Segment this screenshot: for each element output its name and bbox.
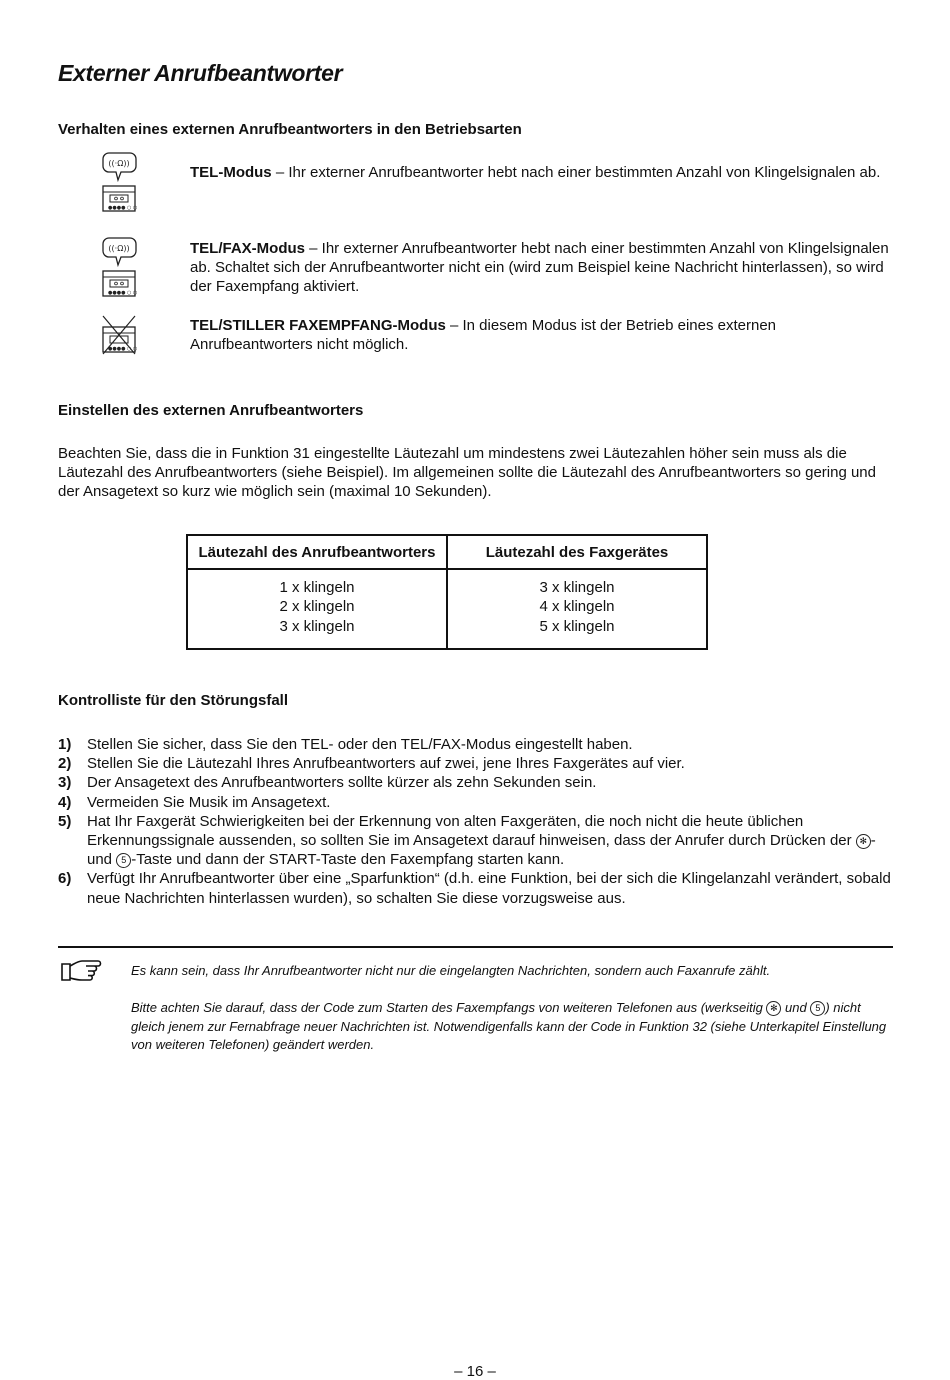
mode-tel-fax-name: TEL/FAX-Modus — [190, 240, 305, 257]
svg-text:((·Ω)): ((·Ω)) — [108, 244, 130, 253]
list-item — [58, 773, 898, 792]
mode-tel — [190, 163, 895, 182]
ring-count-table — [186, 534, 708, 650]
svg-text:●●●● ○ ○: ●●●● ○ ○ — [108, 290, 138, 296]
note-text: ) nicht gleich jenem zur Fernabfrage neuer Nachrichten ist. Notwendigenfalls kann der Code in Funktion 32 (siehe Unterkapitel Einstellung von weiteren Telefonen) geändert werden. — [131, 1000, 887, 1052]
star-key-icon: ✻ — [766, 1001, 781, 1016]
mode-tel-name: TEL-Modus — [190, 164, 272, 181]
table-value: 2 x klingeln — [279, 598, 355, 616]
five-key-icon: 5 — [810, 1001, 825, 1016]
list-item — [58, 869, 898, 907]
list-text: -Taste und dann der START-Taste den Faxempfang starten kann. — [131, 851, 565, 869]
list-text: Stellen Sie die Läutezahl Ihres Anrufbeantworters auf zwei, jene Ihres Faxgerätes auf vier. — [87, 755, 685, 773]
five-key-icon: 5 — [116, 853, 131, 868]
star-key-icon: ✻ — [856, 834, 871, 849]
page-number: – 16 – — [454, 1363, 496, 1380]
list-item — [58, 735, 898, 754]
mode-tel-fax — [190, 239, 895, 297]
list-item — [58, 793, 898, 812]
phone-and-fax-icon — [100, 235, 138, 304]
mode-tel-stiller-text: – In diesem Modus ist der Betrieb eines externen Anrufbeantworters nicht möglich. — [190, 317, 777, 354]
mode-tel-stiller-name: TEL/STILLER FAXEMPFANG-Modus — [190, 317, 446, 334]
svg-text:●●●● ○ ○: ●●●● ○ ○ — [108, 205, 138, 211]
list-item — [58, 812, 898, 870]
list-number: 1) — [58, 736, 72, 753]
list-text: Vermeiden Sie Musik im Ansagetext. — [87, 793, 331, 811]
table-value: 4 x klingeln — [539, 598, 615, 616]
note-text: Bitte achten Sie darauf, dass der Code zum Starten des Faxempfangs von weiteren Telefonen aus (werkseitig — [131, 1000, 767, 1015]
setup-paragraph: Beachten Sie, dass die in Funktion 31 eingestellte Läutezahl um mindestens zwei Läutezahlen höher sein muss als die Läutezahl des Anrufbeantworters (siehe Beispiel). Im allgemeinen sollte die Läutezahl des Anrufbeantworters so gering und der Ansagetext so kurz wie möglich sein (maximal 10 Sekunden). — [58, 445, 876, 501]
table-value: 3 x klingeln — [539, 579, 615, 596]
note-1: Es kann sein, dass Ihr Anrufbeantworter nicht nur die eingelangten Nachrichten, sondern auch Faxanrufe zählt. — [131, 963, 771, 978]
list-text: Verfügt Ihr Anrufbeantworter über eine „Sparfunktion“ (d.h. eine Funktion, bei der sich die Klingelanzahl verändert, sobald neue Nachrichten hinterlassen wurden), so schalten Sie diese vorzugsweise aus. — [87, 870, 891, 907]
divider — [58, 946, 893, 948]
list-text: Hat Ihr Faxgerät Schwierigkeiten bei der Erkennung von alten Faxgeräten, die noch nicht die heute üblichen Erkennungssignale aussenden, so sollten Sie im Ansagetext darauf hinweisen, dass der Anrufer durch Drücken der — [87, 812, 856, 850]
list-number: 6) — [58, 870, 72, 888]
table-cell — [187, 569, 447, 649]
mode-tel-stiller — [190, 316, 895, 354]
table-cell — [447, 569, 707, 649]
list-item — [58, 754, 898, 773]
mode-tel-fax-text: – Ihr externer Anrufbeantworter hebt nach einer bestimmten Anzahl von Klingelsignalen ab. Schaltet sich der Anrufbeantworter nicht ein (wird zum Beispiel keine Nachricht hinterlassen), so wird der Faxempfang aktiviert. — [190, 240, 889, 296]
table-value: 5 x klingeln — [539, 617, 615, 635]
table-header: Läutezahl des Faxgerätes — [447, 535, 707, 569]
table-header: Läutezahl des Anrufbeantworters — [187, 535, 447, 569]
list-text: Stellen Sie sicher, dass Sie den TEL- oder den TEL/FAX-Modus eingestellt haben. — [87, 736, 633, 753]
table-value: 1 x klingeln — [279, 579, 355, 596]
list-number: 5) — [58, 812, 72, 830]
pointing-hand-icon — [60, 958, 102, 989]
note-text: und — [781, 1000, 811, 1015]
section-heading-setup: Einstellen des externen Anrufbeantworters — [58, 402, 364, 419]
troubleshooting-list — [58, 735, 898, 908]
list-text: - und — [87, 832, 876, 869]
page-title: Externer Anrufbeantworter — [58, 60, 343, 86]
section-heading-checklist: Kontrolliste für den Störungsfall — [58, 692, 289, 709]
mode-tel-text: – Ihr externer Anrufbeantworter hebt nach einer bestimmten Anzahl von Klingelsignalen ab. — [271, 164, 881, 181]
note-2 — [131, 999, 896, 1055]
section-heading-modes: Verhalten eines externen Anrufbeantworters in den Betriebsarten — [58, 121, 522, 138]
list-number: 3) — [58, 774, 72, 792]
svg-text:((·Ω)): ((·Ω)) — [108, 159, 130, 168]
table-value: 3 x klingeln — [279, 617, 355, 635]
phone-and-fax-icon — [100, 150, 138, 219]
crossed-fax-icon — [100, 313, 138, 362]
list-text: Der Ansagetext des Anrufbeantworters sollte kürzer als zehn Sekunden sein. — [87, 774, 597, 792]
list-number: 4) — [58, 793, 72, 811]
list-number: 2) — [58, 755, 72, 773]
svg-text:●●●● ○ ○: ●●●● ○ ○ — [108, 346, 138, 352]
